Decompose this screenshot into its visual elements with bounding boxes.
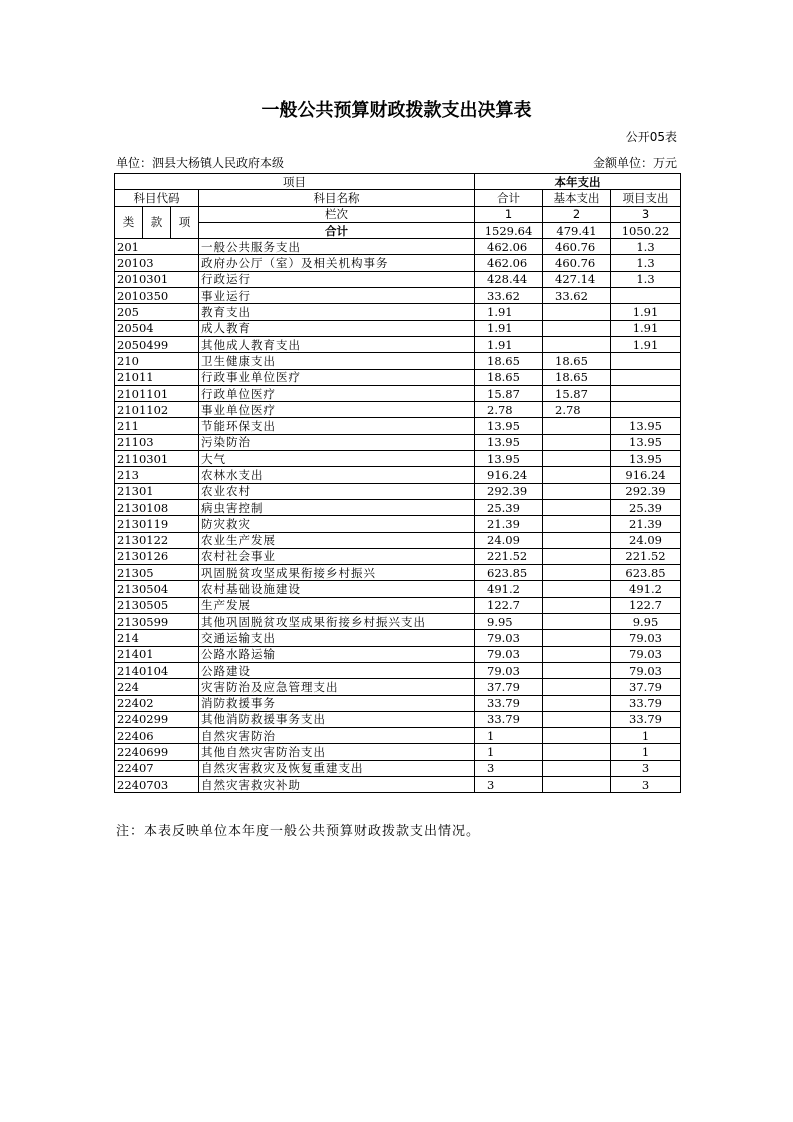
lei-header: 类 bbox=[115, 206, 143, 239]
subject-code: 2140104 bbox=[115, 662, 199, 678]
sum-total: 1529.64 bbox=[475, 222, 543, 238]
project-value: 13.95 bbox=[611, 451, 681, 467]
table-row bbox=[115, 776, 681, 792]
table-row bbox=[115, 304, 681, 320]
table-row bbox=[115, 271, 681, 287]
basic-value bbox=[543, 679, 611, 695]
subject-name: 公路建设 bbox=[199, 662, 475, 678]
basic-value bbox=[543, 304, 611, 320]
header-row-2 bbox=[115, 190, 681, 206]
table-row bbox=[115, 451, 681, 467]
subject-code: 214 bbox=[115, 630, 199, 646]
basic-value bbox=[543, 451, 611, 467]
basic-value bbox=[543, 581, 611, 597]
subject-name: 其他消防救援事务支出 bbox=[199, 711, 475, 727]
basic-value bbox=[543, 418, 611, 434]
total-value: 3 bbox=[475, 760, 543, 776]
basic-value: 427.14 bbox=[543, 271, 611, 287]
total-value: 13.95 bbox=[475, 451, 543, 467]
subject-code: 2240703 bbox=[115, 776, 199, 792]
basic-value bbox=[543, 467, 611, 483]
subject-name: 卫生健康支出 bbox=[199, 353, 475, 369]
subject-name: 灾害防治及应急管理支出 bbox=[199, 679, 475, 695]
table-row bbox=[115, 630, 681, 646]
project-value: 1.91 bbox=[611, 304, 681, 320]
subject-name: 农村基础设施建设 bbox=[199, 581, 475, 597]
subject-name: 节能环保支出 bbox=[199, 418, 475, 434]
table-row bbox=[115, 695, 681, 711]
project-value: 25.39 bbox=[611, 499, 681, 515]
table-row bbox=[115, 614, 681, 630]
basic-value bbox=[543, 320, 611, 336]
table-row bbox=[115, 239, 681, 255]
header-row-1 bbox=[115, 174, 681, 190]
subject-name: 一般公共服务支出 bbox=[199, 239, 475, 255]
total-value: 13.95 bbox=[475, 434, 543, 450]
sum-row bbox=[115, 222, 681, 238]
project-value bbox=[611, 288, 681, 304]
total-value: 24.09 bbox=[475, 532, 543, 548]
table-row bbox=[115, 483, 681, 499]
col3-no: 3 bbox=[611, 206, 681, 222]
basic-value bbox=[543, 776, 611, 792]
table-row bbox=[115, 646, 681, 662]
table-row bbox=[115, 516, 681, 532]
basic-value bbox=[543, 565, 611, 581]
subject-name: 交通运输支出 bbox=[199, 630, 475, 646]
total-value: 13.95 bbox=[475, 418, 543, 434]
basic-value bbox=[543, 532, 611, 548]
project-value: 1.3 bbox=[611, 271, 681, 287]
subject-name: 其他成人教育支出 bbox=[199, 336, 475, 352]
subject-name: 农村社会事业 bbox=[199, 548, 475, 564]
subject-name: 防灾救灾 bbox=[199, 516, 475, 532]
subject-code: 2130108 bbox=[115, 499, 199, 515]
subject-name: 行政事业单位医疗 bbox=[199, 369, 475, 385]
subject-code: 2101101 bbox=[115, 385, 199, 401]
total-value: 79.03 bbox=[475, 646, 543, 662]
basic-value bbox=[543, 760, 611, 776]
basic-value: 33.62 bbox=[543, 288, 611, 304]
xiang-header: 项 bbox=[171, 206, 199, 239]
project-value: 1 bbox=[611, 728, 681, 744]
project-value: 221.52 bbox=[611, 548, 681, 564]
subject-code: 20103 bbox=[115, 255, 199, 271]
col1-no: 1 bbox=[475, 206, 543, 222]
subject-code: 2130122 bbox=[115, 532, 199, 548]
total-value: 1.91 bbox=[475, 320, 543, 336]
basic-header: 基本支出 bbox=[543, 190, 611, 206]
basic-value: 18.65 bbox=[543, 369, 611, 385]
project-value: 1.91 bbox=[611, 320, 681, 336]
subject-name: 事业运行 bbox=[199, 288, 475, 304]
table-row bbox=[115, 434, 681, 450]
subject-name: 消防救援事务 bbox=[199, 695, 475, 711]
project-value: 13.95 bbox=[611, 434, 681, 450]
project-value: 292.39 bbox=[611, 483, 681, 499]
project-value: 1.3 bbox=[611, 239, 681, 255]
basic-value bbox=[543, 483, 611, 499]
project-value: 3 bbox=[611, 760, 681, 776]
subject-code: 21011 bbox=[115, 369, 199, 385]
subject-code: 201 bbox=[115, 239, 199, 255]
project-value bbox=[611, 369, 681, 385]
subject-code: 2130126 bbox=[115, 548, 199, 564]
table-row bbox=[115, 597, 681, 613]
subject-name: 自然灾害救灾补助 bbox=[199, 776, 475, 792]
subject-name: 其他巩固脱贫攻坚成果衔接乡村振兴支出 bbox=[199, 614, 475, 630]
subject-code: 2101102 bbox=[115, 402, 199, 418]
total-value: 37.79 bbox=[475, 679, 543, 695]
basic-value bbox=[543, 728, 611, 744]
project-value: 79.03 bbox=[611, 662, 681, 678]
total-value: 1 bbox=[475, 728, 543, 744]
subject-code: 21103 bbox=[115, 434, 199, 450]
table-row bbox=[115, 679, 681, 695]
table-row bbox=[115, 288, 681, 304]
subject-name: 自然灾害防治 bbox=[199, 728, 475, 744]
subject-name: 教育支出 bbox=[199, 304, 475, 320]
col2-no: 2 bbox=[543, 206, 611, 222]
basic-value: 460.76 bbox=[543, 239, 611, 255]
basic-value: 2.78 bbox=[543, 402, 611, 418]
total-header: 合计 bbox=[475, 190, 543, 206]
basic-value bbox=[543, 434, 611, 450]
project-value bbox=[611, 402, 681, 418]
table-row bbox=[115, 728, 681, 744]
subject-code: 2130505 bbox=[115, 597, 199, 613]
table-row bbox=[115, 760, 681, 776]
column-no-label: 栏次 bbox=[199, 206, 475, 222]
year-expense-header: 本年支出 bbox=[475, 174, 681, 190]
total-value: 1 bbox=[475, 744, 543, 760]
total-value: 122.7 bbox=[475, 597, 543, 613]
project-value: 37.79 bbox=[611, 679, 681, 695]
subject-name: 行政运行 bbox=[199, 271, 475, 287]
subject-code: 22402 bbox=[115, 695, 199, 711]
table-row bbox=[115, 499, 681, 515]
project-value: 623.85 bbox=[611, 565, 681, 581]
subject-code: 211 bbox=[115, 418, 199, 434]
table-row bbox=[115, 336, 681, 352]
subject-code: 210 bbox=[115, 353, 199, 369]
subject-name: 成人教育 bbox=[199, 320, 475, 336]
table-row bbox=[115, 565, 681, 581]
project-value: 916.24 bbox=[611, 467, 681, 483]
subject-code: 22407 bbox=[115, 760, 199, 776]
project-value: 79.03 bbox=[611, 630, 681, 646]
subject-code: 2050499 bbox=[115, 336, 199, 352]
basic-value bbox=[543, 516, 611, 532]
project-value: 13.95 bbox=[611, 418, 681, 434]
subject-name: 其他自然灾害防治支出 bbox=[199, 744, 475, 760]
subject-code: 205 bbox=[115, 304, 199, 320]
basic-value bbox=[543, 662, 611, 678]
project-value: 1 bbox=[611, 744, 681, 760]
subject-code: 20504 bbox=[115, 320, 199, 336]
project-value: 491.2 bbox=[611, 581, 681, 597]
subject-code: 2110301 bbox=[115, 451, 199, 467]
project-value: 1.91 bbox=[611, 336, 681, 352]
amount-unit-label: 金额单位：万元 bbox=[592, 156, 677, 170]
subject-code: 21401 bbox=[115, 646, 199, 662]
total-value: 462.06 bbox=[475, 255, 543, 271]
subject-code: 2010301 bbox=[115, 271, 199, 287]
project-value: 9.95 bbox=[611, 614, 681, 630]
total-value: 15.87 bbox=[475, 385, 543, 401]
subject-name: 病虫害控制 bbox=[199, 499, 475, 515]
subject-name: 大气 bbox=[199, 451, 475, 467]
total-value: 21.39 bbox=[475, 516, 543, 532]
basic-value bbox=[543, 336, 611, 352]
sum-label: 合计 bbox=[199, 222, 475, 238]
subject-code: 2130599 bbox=[115, 614, 199, 630]
basic-value bbox=[543, 499, 611, 515]
basic-value bbox=[543, 646, 611, 662]
total-value: 491.2 bbox=[475, 581, 543, 597]
basic-value bbox=[543, 614, 611, 630]
table-row bbox=[115, 467, 681, 483]
subject-code-header: 科目代码 bbox=[115, 190, 199, 206]
page-title: 一般公共预算财政拨款支出决算表 bbox=[261, 100, 532, 121]
table-row bbox=[115, 385, 681, 401]
total-value: 428.44 bbox=[475, 271, 543, 287]
table-row bbox=[115, 353, 681, 369]
subject-name: 农业生产发展 bbox=[199, 532, 475, 548]
total-value: 18.65 bbox=[475, 369, 543, 385]
project-expense-header: 项目支出 bbox=[611, 190, 681, 206]
project-value: 33.79 bbox=[611, 711, 681, 727]
form-number: 公开05表 bbox=[625, 130, 677, 144]
project-value bbox=[611, 385, 681, 401]
basic-value bbox=[543, 548, 611, 564]
project-value: 33.79 bbox=[611, 695, 681, 711]
project-value: 1.3 bbox=[611, 255, 681, 271]
project-value: 79.03 bbox=[611, 646, 681, 662]
total-value: 2.78 bbox=[475, 402, 543, 418]
project-header: 项目 bbox=[115, 174, 475, 190]
footnote: 注：本表反映单位本年度一般公共预算财政拨款支出情况。 bbox=[116, 824, 481, 839]
basic-value bbox=[543, 744, 611, 760]
kuan-header: 款 bbox=[143, 206, 171, 239]
table-row bbox=[115, 744, 681, 760]
subject-name: 政府办公厅（室）及相关机构事务 bbox=[199, 255, 475, 271]
subject-code: 2130119 bbox=[115, 516, 199, 532]
total-value: 25.39 bbox=[475, 499, 543, 515]
sum-basic: 479.41 bbox=[543, 222, 611, 238]
table-row bbox=[115, 369, 681, 385]
subject-name-header: 科目名称 bbox=[199, 190, 475, 206]
header-row-3 bbox=[115, 206, 681, 222]
table-row bbox=[115, 532, 681, 548]
total-value: 9.95 bbox=[475, 614, 543, 630]
total-value: 3 bbox=[475, 776, 543, 792]
basic-value: 18.65 bbox=[543, 353, 611, 369]
basic-value: 15.87 bbox=[543, 385, 611, 401]
total-value: 916.24 bbox=[475, 467, 543, 483]
basic-value bbox=[543, 711, 611, 727]
total-value: 462.06 bbox=[475, 239, 543, 255]
total-value: 79.03 bbox=[475, 630, 543, 646]
subject-code: 21305 bbox=[115, 565, 199, 581]
subject-name: 事业单位医疗 bbox=[199, 402, 475, 418]
subject-name: 生产发展 bbox=[199, 597, 475, 613]
project-value: 21.39 bbox=[611, 516, 681, 532]
subject-code: 2010350 bbox=[115, 288, 199, 304]
subject-code: 2130504 bbox=[115, 581, 199, 597]
subject-name: 污染防治 bbox=[199, 434, 475, 450]
project-value: 3 bbox=[611, 776, 681, 792]
table-row bbox=[115, 711, 681, 727]
table-row bbox=[115, 320, 681, 336]
project-value: 122.7 bbox=[611, 597, 681, 613]
sum-project: 1050.22 bbox=[611, 222, 681, 238]
subject-name: 自然灾害救灾及恢复重建支出 bbox=[199, 760, 475, 776]
basic-value bbox=[543, 630, 611, 646]
total-value: 33.79 bbox=[475, 695, 543, 711]
subject-code: 224 bbox=[115, 679, 199, 695]
table-row bbox=[115, 255, 681, 271]
basic-value bbox=[543, 695, 611, 711]
subject-name: 巩固脱贫攻坚成果衔接乡村振兴 bbox=[199, 565, 475, 581]
table-row bbox=[115, 418, 681, 434]
project-value: 24.09 bbox=[611, 532, 681, 548]
subject-name: 公路水路运输 bbox=[199, 646, 475, 662]
basic-value bbox=[543, 597, 611, 613]
table-row bbox=[115, 662, 681, 678]
project-value bbox=[611, 353, 681, 369]
total-value: 221.52 bbox=[475, 548, 543, 564]
basic-value: 460.76 bbox=[543, 255, 611, 271]
total-value: 33.79 bbox=[475, 711, 543, 727]
subject-name: 行政单位医疗 bbox=[199, 385, 475, 401]
total-value: 33.62 bbox=[475, 288, 543, 304]
total-value: 1.91 bbox=[475, 336, 543, 352]
subject-code: 213 bbox=[115, 467, 199, 483]
subject-code: 22406 bbox=[115, 728, 199, 744]
expense-table bbox=[114, 173, 681, 793]
subject-code: 21301 bbox=[115, 483, 199, 499]
total-value: 18.65 bbox=[475, 353, 543, 369]
table-row bbox=[115, 581, 681, 597]
table-row bbox=[115, 548, 681, 564]
total-value: 79.03 bbox=[475, 662, 543, 678]
total-value: 1.91 bbox=[475, 304, 543, 320]
total-value: 292.39 bbox=[475, 483, 543, 499]
subject-name: 农林水支出 bbox=[199, 467, 475, 483]
table-row bbox=[115, 402, 681, 418]
subject-code: 2240699 bbox=[115, 744, 199, 760]
subject-code: 2240299 bbox=[115, 711, 199, 727]
subject-name: 农业农村 bbox=[199, 483, 475, 499]
total-value: 623.85 bbox=[475, 565, 543, 581]
unit-label: 单位：泗县大杨镇人民政府本级 bbox=[116, 156, 285, 170]
